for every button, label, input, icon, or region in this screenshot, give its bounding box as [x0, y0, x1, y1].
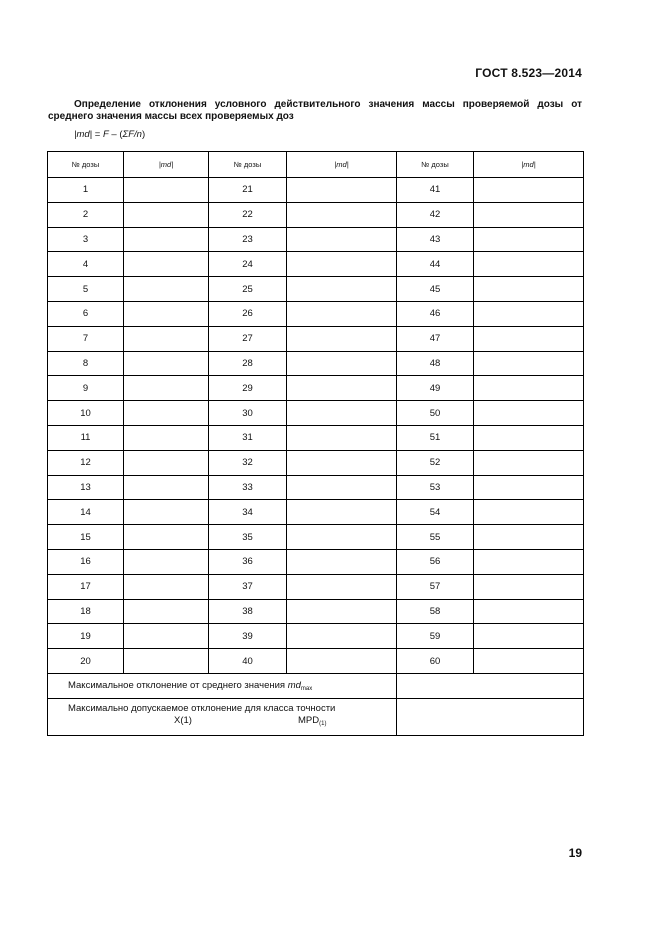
md-value-cell[interactable] [287, 326, 397, 351]
dose-number-cell: 35 [209, 525, 287, 550]
header-dose-no: № дозы [209, 152, 287, 178]
table-row [48, 326, 584, 351]
md-value-cell[interactable] [287, 351, 397, 376]
dose-number-cell: 37 [209, 574, 287, 599]
max-permissible-label: Максимально допускаемое отклонение для класса точности X(1) $MPD_{(1)}$ [48, 698, 397, 735]
formula-eq: = [92, 129, 103, 140]
dose-number-cell: 34 [209, 500, 287, 525]
md-value-cell[interactable] [124, 326, 209, 351]
md-symbol: md [287, 679, 301, 691]
md-value-cell[interactable] [124, 574, 209, 599]
formula-close: ) [141, 129, 146, 140]
md-value-cell[interactable] [474, 549, 584, 574]
dose-number-cell: 18 [48, 599, 124, 624]
table-row [48, 376, 584, 401]
dose-number-cell: 11 [48, 425, 124, 450]
dose-number-cell: 33 [209, 475, 287, 500]
md-value-cell[interactable] [287, 549, 397, 574]
dose-number-cell: 58 [397, 599, 474, 624]
document-code: ГОСТ 8.523—2014 [475, 66, 582, 80]
table-row [48, 401, 584, 426]
dose-number-cell: 60 [397, 649, 474, 674]
dose-number-cell: 2 [48, 202, 124, 227]
md-value-cell[interactable] [124, 178, 209, 203]
header-md: |md| [124, 152, 209, 178]
dose-number-cell: 48 [397, 351, 474, 376]
md-value-cell[interactable] [474, 277, 584, 302]
dose-number-cell: 7 [48, 326, 124, 351]
md-value-cell[interactable] [124, 202, 209, 227]
formula [74, 129, 145, 140]
md-value-cell[interactable] [474, 425, 584, 450]
md-value-cell[interactable] [474, 178, 584, 203]
dose-number-cell: 40 [209, 649, 287, 674]
md-value-cell[interactable] [124, 425, 209, 450]
table-row [48, 500, 584, 525]
md-value-cell[interactable] [287, 574, 397, 599]
md-value-cell[interactable] [474, 500, 584, 525]
table-row [48, 574, 584, 599]
header-dose-no: № дозы [48, 152, 124, 178]
md-value-cell[interactable] [474, 301, 584, 326]
dose-number-cell: 26 [209, 301, 287, 326]
md-value-cell[interactable] [287, 450, 397, 475]
md-value-cell[interactable] [287, 401, 397, 426]
table-row [48, 301, 584, 326]
md-value-cell[interactable] [287, 277, 397, 302]
md-value-cell[interactable] [474, 351, 584, 376]
md-value-cell[interactable] [124, 525, 209, 550]
max-deviation-label: Максимальное отклонение от среднего значения $md_{max}$ [48, 673, 397, 698]
dose-number-cell: 1 [48, 178, 124, 203]
md-value-cell[interactable] [124, 649, 209, 674]
dose-number-cell: 53 [397, 475, 474, 500]
dose-number-cell: 6 [48, 301, 124, 326]
dose-number-cell: 38 [209, 599, 287, 624]
header-md: |md| [287, 152, 397, 178]
md-value-cell[interactable] [474, 599, 584, 624]
dose-number-cell: 42 [397, 202, 474, 227]
table-row [48, 425, 584, 450]
table-row [48, 475, 584, 500]
md-value-cell[interactable] [124, 549, 209, 574]
formula-sum: ΣF/n [122, 129, 142, 140]
dose-number-cell: 15 [48, 525, 124, 550]
md-value-cell[interactable] [287, 252, 397, 277]
max-deviation-row [48, 673, 584, 698]
dose-number-cell: 43 [397, 227, 474, 252]
md-value-cell[interactable] [474, 252, 584, 277]
md-value-cell[interactable] [124, 475, 209, 500]
md-value-cell[interactable] [124, 301, 209, 326]
dose-number-cell: 29 [209, 376, 287, 401]
dose-number-cell: 21 [209, 178, 287, 203]
table-row [48, 277, 584, 302]
dose-number-cell: 27 [209, 326, 287, 351]
dose-number-cell: 5 [48, 277, 124, 302]
dose-number-cell: 55 [397, 525, 474, 550]
dose-number-cell: 22 [209, 202, 287, 227]
md-value-cell[interactable] [474, 475, 584, 500]
dose-number-cell: 13 [48, 475, 124, 500]
page-number: 19 [568, 846, 582, 860]
table-row [48, 450, 584, 475]
section-heading [48, 99, 582, 123]
md-value-cell[interactable] [474, 525, 584, 550]
dose-number-cell: 9 [48, 376, 124, 401]
dose-number-cell: 25 [209, 277, 287, 302]
md-value-cell[interactable] [474, 624, 584, 649]
dose-number-cell: 28 [209, 351, 287, 376]
md-value-cell[interactable] [124, 450, 209, 475]
table-row [48, 525, 584, 550]
table-row [48, 649, 584, 674]
dose-number-cell: 59 [397, 624, 474, 649]
md-subscript: max [300, 685, 313, 692]
md-value-cell[interactable] [287, 475, 397, 500]
dose-number-cell: 52 [397, 450, 474, 475]
header-md: |md| [474, 152, 584, 178]
md-value-cell[interactable] [287, 525, 397, 550]
md-value-cell[interactable] [474, 376, 584, 401]
dose-number-cell: 16 [48, 549, 124, 574]
dose-number-cell: 57 [397, 574, 474, 599]
dose-number-cell: 24 [209, 252, 287, 277]
md-value-cell[interactable] [287, 178, 397, 203]
dose-number-cell: 41 [397, 178, 474, 203]
dose-number-cell: 47 [397, 326, 474, 351]
dose-number-cell: 20 [48, 649, 124, 674]
dose-number-cell: 4 [48, 252, 124, 277]
table-row [48, 549, 584, 574]
dose-number-cell: 31 [209, 425, 287, 450]
table-row [48, 202, 584, 227]
md-value-cell[interactable] [287, 202, 397, 227]
table-row [48, 624, 584, 649]
dose-number-cell: 14 [48, 500, 124, 525]
dose-number-cell: 32 [209, 450, 287, 475]
md-value-cell[interactable] [124, 624, 209, 649]
dose-number-cell: 54 [397, 500, 474, 525]
dose-number-cell: 17 [48, 574, 124, 599]
md-value-cell[interactable] [287, 425, 397, 450]
md-value-cell[interactable] [474, 401, 584, 426]
max-permissible-value-cell[interactable] [397, 698, 584, 735]
table-row [48, 178, 584, 203]
dose-number-cell: 30 [209, 401, 287, 426]
md-value-cell[interactable] [287, 624, 397, 649]
md-value-cell[interactable] [287, 599, 397, 624]
dose-number-cell: 51 [397, 425, 474, 450]
md-value-cell[interactable] [287, 649, 397, 674]
md-value-cell[interactable] [474, 574, 584, 599]
dose-number-cell: 36 [209, 549, 287, 574]
md-value-cell[interactable] [474, 202, 584, 227]
table-row [48, 599, 584, 624]
md-value-cell[interactable] [124, 500, 209, 525]
table-header-row [48, 152, 584, 178]
max-permissible-row [48, 698, 584, 735]
header-dose-no: № дозы [397, 152, 474, 178]
md-value-cell[interactable] [124, 376, 209, 401]
md-value-cell[interactable] [474, 326, 584, 351]
dose-number-cell: 39 [209, 624, 287, 649]
formula-lhs: |md| [74, 129, 93, 140]
dose-number-cell: 44 [397, 252, 474, 277]
md-value-cell[interactable] [287, 301, 397, 326]
formula-f: F [102, 129, 109, 140]
dose-number-cell: 19 [48, 624, 124, 649]
dose-deviation-table [47, 151, 584, 736]
table-row [48, 351, 584, 376]
dose-number-cell: 46 [397, 301, 474, 326]
heading-line-2: среднего значения массы всех проверяемых доз [48, 111, 294, 122]
dose-number-cell: 45 [397, 277, 474, 302]
md-value-cell[interactable] [124, 401, 209, 426]
dose-number-cell: 56 [397, 549, 474, 574]
table-row [48, 252, 584, 277]
dose-number-cell: 3 [48, 227, 124, 252]
mpd-label: $MPD_{(1)}$ [298, 715, 327, 728]
dose-number-cell: 50 [397, 401, 474, 426]
dose-number-cell: 12 [48, 450, 124, 475]
md-value-cell[interactable] [124, 351, 209, 376]
md-value-cell[interactable] [474, 227, 584, 252]
md-value-cell[interactable] [287, 227, 397, 252]
md-value-cell[interactable] [287, 376, 397, 401]
dose-number-cell: 8 [48, 351, 124, 376]
max-deviation-value-cell[interactable] [397, 673, 584, 698]
md-value-cell[interactable] [287, 500, 397, 525]
heading-line-1: Определение отклонения условного действительного значения массы проверяемой дозы от [74, 99, 582, 110]
dose-number-cell: 23 [209, 227, 287, 252]
md-value-cell[interactable] [124, 277, 209, 302]
md-value-cell[interactable] [124, 252, 209, 277]
table-row [48, 227, 584, 252]
md-value-cell[interactable] [474, 649, 584, 674]
md-value-cell[interactable] [124, 227, 209, 252]
md-value-cell[interactable] [124, 599, 209, 624]
formula-minus: – ( [108, 129, 123, 140]
dose-number-cell: 10 [48, 401, 124, 426]
md-value-cell[interactable] [474, 450, 584, 475]
accuracy-class: X(1) [174, 715, 192, 727]
dose-number-cell: 49 [397, 376, 474, 401]
